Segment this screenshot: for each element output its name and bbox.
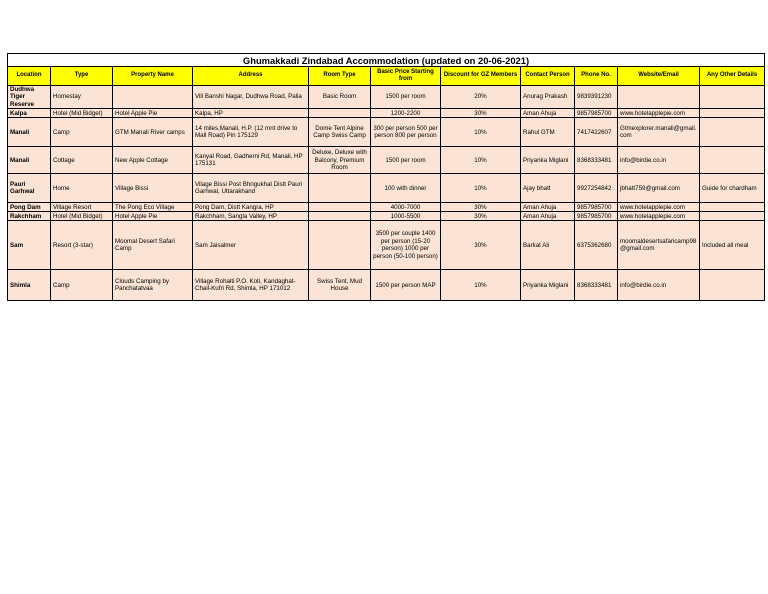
header-discount: Discount for GZ Members [441, 67, 521, 86]
cell-other: Included all meal [700, 221, 765, 270]
cell-room: Deluxe, Deluxe with Balcony, Premium Room [309, 147, 371, 174]
cell-type: Homestay [51, 86, 113, 109]
cell-property: Hotel Apple Pie [113, 109, 193, 118]
cell-room [309, 221, 371, 270]
cell-type: Camp [51, 118, 113, 147]
cell-contact: Anurag Prakash [521, 86, 575, 109]
cell-phone: 9857985700 [575, 203, 618, 212]
cell-other [700, 109, 765, 118]
cell-room [309, 174, 371, 203]
cell-address: Vill Banshi Nagar, Dudhwa Road, Palia [193, 86, 309, 109]
cell-web: Gtmexplorer.manali@gmail.com [618, 118, 700, 147]
cell-price: 100 with dinner [371, 174, 441, 203]
cell-discount: 30% [441, 221, 521, 270]
cell-price: 1500 per person MAP [371, 270, 441, 301]
cell-type: Hotel (Mid Bidget) [51, 212, 113, 221]
header-contact: Contact Person [521, 67, 575, 86]
cell-web: info@birdie.co.in [618, 147, 700, 174]
cell-phone: 9839391230 [575, 86, 618, 109]
cell-price: 300 per person 500 per person 800 per person [371, 118, 441, 147]
cell-property: GTM Manali River camps [113, 118, 193, 147]
cell-address: Pong Dam, Distt Kangra, HP [193, 203, 309, 212]
table-row [8, 221, 765, 270]
cell-property: Clouds Camping by Panchatatvaa [113, 270, 193, 301]
cell-contact: Priyanka Miglani [521, 147, 575, 174]
table-row [8, 86, 765, 109]
table-row [8, 118, 765, 147]
header-other: Any Other Details [700, 67, 765, 86]
cell-contact: Ajay bhatt [521, 174, 575, 203]
cell-property: Hotel Apple Pie [113, 212, 193, 221]
cell-other: Guide for chardham [700, 174, 765, 203]
cell-contact: Barkat Ali [521, 221, 575, 270]
cell-room [309, 203, 371, 212]
cell-address: Rakchham, Sangla Valley, HP [193, 212, 309, 221]
table-row [8, 203, 765, 212]
cell-other [700, 86, 765, 109]
cell-contact: Aman Ahuja [521, 212, 575, 221]
sheet-title: Ghumakkadi Zindabad Accommodation (updated on 20-06-2021) [8, 54, 765, 67]
cell-address: 14 miles,Manali, H.P. (12 mnt drive to Mall Road) Pin 175129 [193, 118, 309, 147]
cell-room [309, 109, 371, 118]
cell-web: www.hotelapplepie.com [618, 109, 700, 118]
cell-location: Pauri Garhwal [8, 174, 51, 203]
cell-address: Sam Jaisalmer [193, 221, 309, 270]
cell-price: 4000-7000 [371, 203, 441, 212]
header-room: Room Type [309, 67, 371, 86]
cell-contact: Rahul GTM [521, 118, 575, 147]
cell-discount: 10% [441, 147, 521, 174]
cell-location: Manali [8, 147, 51, 174]
cell-contact: Priyanka Miglani [521, 270, 575, 301]
table-row [8, 270, 765, 301]
cell-phone: 8368333481 [575, 270, 618, 301]
cell-web: jbhatt759@gmail.com [618, 174, 700, 203]
header-address: Address [193, 67, 309, 86]
cell-property [113, 86, 193, 109]
cell-other [700, 212, 765, 221]
cell-type: Camp [51, 270, 113, 301]
cell-room [309, 212, 371, 221]
table-row [8, 174, 765, 203]
cell-location: Kalpa [8, 109, 51, 118]
cell-location: Pong Dam [8, 203, 51, 212]
cell-other [700, 203, 765, 212]
cell-web: www.hotelapplepie.com [618, 212, 700, 221]
accommodation-sheet [7, 53, 764, 301]
header-location: Location [8, 67, 51, 86]
cell-location: Rakchham [8, 212, 51, 221]
cell-price: 1200-2200 [371, 109, 441, 118]
cell-web: moomaldesertsafaricamp98@gmail.com [618, 221, 700, 270]
cell-type: Hotel (Mid Bidget) [51, 109, 113, 118]
cell-web [618, 86, 700, 109]
cell-discount: 30% [441, 212, 521, 221]
cell-property: The Pong Eco Village [113, 203, 193, 212]
cell-phone: 7417422607 [575, 118, 618, 147]
cell-property: New Apple Cottage [113, 147, 193, 174]
cell-room: Basic Room [309, 86, 371, 109]
table-row [8, 147, 765, 174]
cell-discount: 10% [441, 118, 521, 147]
header-web: Website/Email [618, 67, 700, 86]
cell-price: 1500 per room [371, 147, 441, 174]
cell-price: 1000-5500 [371, 212, 441, 221]
accommodation-table [7, 53, 765, 301]
cell-price: 1500 per room [371, 86, 441, 109]
cell-discount: 30% [441, 109, 521, 118]
cell-room: Swiss Tent, Mud House [309, 270, 371, 301]
cell-price: 3500 per couple 1400 per person (15-20 person) 1000 per person (50-100 person) [371, 221, 441, 270]
cell-property: Village Bissi [113, 174, 193, 203]
cell-other [700, 118, 765, 147]
cell-other [700, 270, 765, 301]
cell-phone: 9857985700 [575, 109, 618, 118]
cell-location: Shimla [8, 270, 51, 301]
header-property: Property Name [113, 67, 193, 86]
cell-phone: 6375362680 [575, 221, 618, 270]
cell-property: Moomal Desert Safari Camp [113, 221, 193, 270]
header-type: Type [51, 67, 113, 86]
cell-phone: 9857985700 [575, 212, 618, 221]
cell-type: Home [51, 174, 113, 203]
table-row [8, 109, 765, 118]
cell-type: Cottage [51, 147, 113, 174]
cell-location: Manali [8, 118, 51, 147]
cell-contact: Aman Ahuja [521, 203, 575, 212]
cell-address: Village Rohalti P.O. Koti, Kandaghat-Chail-Kufri Rd, Shimla, HP 171012 [193, 270, 309, 301]
cell-phone: 8368333481 [575, 147, 618, 174]
table-row [8, 212, 765, 221]
cell-phone: 9927254842 [575, 174, 618, 203]
cell-discount: 20% [441, 86, 521, 109]
cell-address: Kalpa, HP [193, 109, 309, 118]
cell-address: Vilage Bissi Post Bhrigukhal Distt Pauri Garhwal, Uttarakhand [193, 174, 309, 203]
cell-type: Village Resort [51, 203, 113, 212]
header-price: Basic Price Starting from [371, 67, 441, 86]
cell-other [700, 147, 765, 174]
cell-discount: 30% [441, 203, 521, 212]
cell-room: Dome Tent Alpine Camp Swiss Camp [309, 118, 371, 147]
cell-address: Kanyal Road, Gadherni Rd, Manali, HP 175131 [193, 147, 309, 174]
cell-location: Dudhwa Tiger Reserve [8, 86, 51, 109]
cell-location: Sam [8, 221, 51, 270]
cell-web: www.hotelapplepie.com [618, 203, 700, 212]
cell-web: info@birdie.co.in [618, 270, 700, 301]
cell-discount: 10% [441, 270, 521, 301]
cell-contact: Aman Ahuja [521, 109, 575, 118]
cell-discount: 10% [441, 174, 521, 203]
cell-type: Resort (3-star) [51, 221, 113, 270]
header-phone: Phone No. [575, 67, 618, 86]
header-row [8, 67, 765, 86]
